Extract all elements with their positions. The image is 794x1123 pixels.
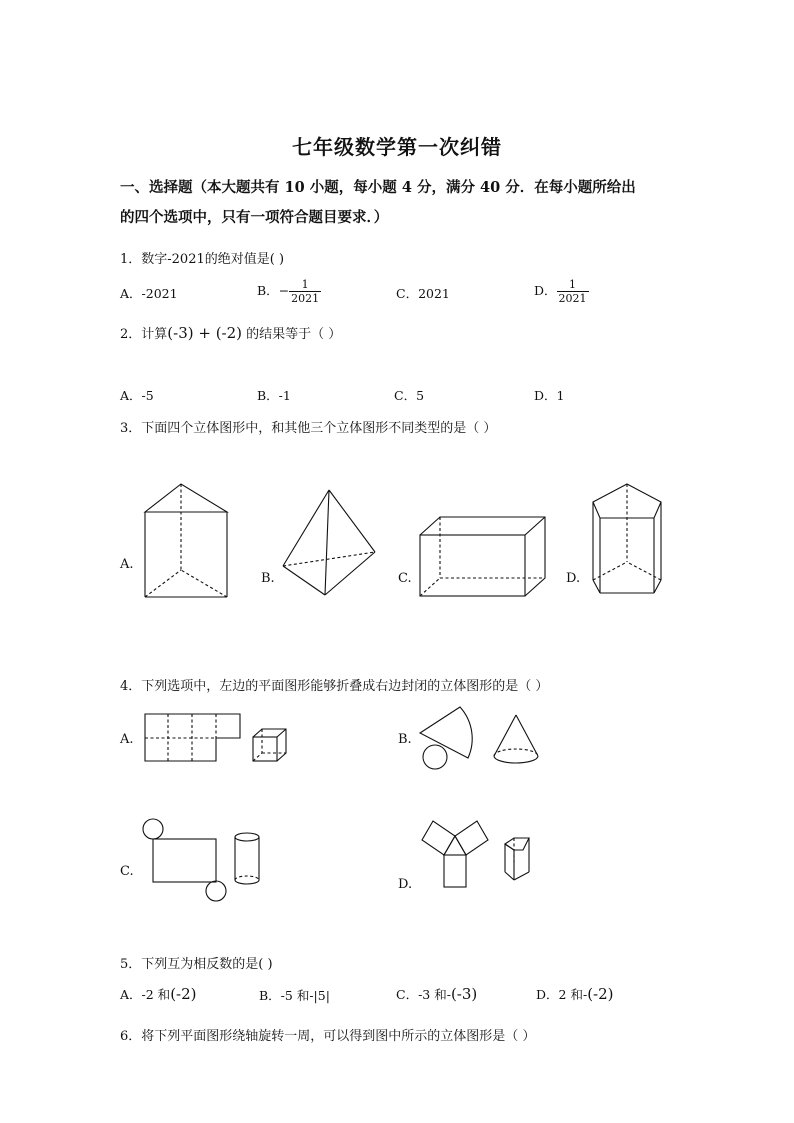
q2-option-c: C．5 <box>394 388 425 403</box>
question-6-stem: 6．将下列平面图形绕轴旋转一周，可以得到图中所示的立体图形是（ ） <box>120 1029 536 1044</box>
q1-option-c: C．2021 <box>396 286 450 301</box>
question-5-stem: 5．下列互为相反数的是( ) <box>120 957 273 972</box>
q1-option-d-denominator: 2021 <box>558 292 587 305</box>
q1-option-d-numerator: 1 <box>557 278 589 292</box>
q2-option-a: A．-5 <box>120 388 154 403</box>
q3-label-a: A. <box>120 557 134 572</box>
q5-option-c-expression: (-3) <box>450 985 478 1003</box>
q2-option-d: D．1 <box>534 388 565 403</box>
q2-stem-prefix: 2．计算 <box>120 327 168 342</box>
question-3-stem: 3．下面四个立体图形中，和其他三个立体图形不同类型的是（ ） <box>120 421 497 436</box>
q2-option-b: B．-1 <box>257 388 291 403</box>
q5-option-d <box>536 985 614 1003</box>
q1-option-b-denominator: 2021 <box>291 292 320 305</box>
q5-option-a <box>120 985 197 1003</box>
page-title: 七年级数学第一次纠错 <box>292 135 502 159</box>
section-header-line1: 一、选择题（本大题共有 10 小题，每小题 4 分，满分 40 分．在每小题所给出 <box>120 179 636 196</box>
q1-option-b-numerator: 1 <box>289 278 321 292</box>
q1-option-b-sign: − <box>278 283 290 298</box>
q5-option-c <box>396 985 477 1003</box>
q2-expression: (-3) + (-2) <box>167 324 243 342</box>
q5-option-a-expression: (-2) <box>170 985 197 1003</box>
q3-label-b: B. <box>261 571 275 586</box>
q4-label-d: D. <box>398 877 413 892</box>
question-4-stem: 4．下列选项中，左边的平面图形能够折叠成右边封闭的立体图形的是（ ） <box>120 679 549 694</box>
q4-label-c: C. <box>120 864 134 879</box>
q5-option-a-prefix: A．-2 和 <box>120 987 171 1002</box>
q5-option-b: B．-5 和-|5| <box>259 988 330 1003</box>
q3-label-d: D. <box>566 571 581 586</box>
q3-label-c: C. <box>398 571 412 586</box>
q1-option-b-prefix: B． <box>257 283 279 298</box>
q5-option-d-expression: (-2) <box>587 985 614 1003</box>
q4-label-a: A. <box>120 732 134 747</box>
question-1-stem: 1．数字-2021的绝对值是( ) <box>120 252 285 267</box>
q4-label-b: B. <box>398 732 412 747</box>
q2-stem-suffix: 的结果等于（ ） <box>242 327 342 342</box>
section-header-line2: 的四个选项中，只有一项符合题目要求．） <box>120 209 389 226</box>
q1-option-d-prefix: D． <box>534 283 557 298</box>
q1-option-a: A．-2021 <box>120 286 178 301</box>
q5-option-d-prefix: D．2 和- <box>536 987 588 1002</box>
q5-option-c-prefix: C．-3 和- <box>396 987 451 1002</box>
